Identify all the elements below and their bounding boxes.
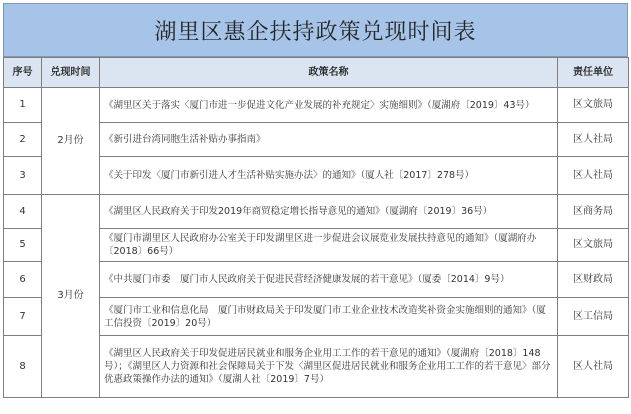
table-row — [4, 88, 629, 123]
cell-seq: 1 — [4, 88, 42, 123]
cell-seq: 2 — [4, 123, 42, 157]
policy-table — [3, 57, 629, 398]
cell-unit: 区人社局 — [558, 336, 629, 398]
cell-policy: 《中共厦门市委 厦门市人民政府关于促进民营经济健康发展的若干意见》（厦委〔2014〕9号） — [100, 262, 558, 298]
cell-seq: 4 — [4, 195, 42, 229]
cell-seq: 5 — [4, 229, 42, 262]
cell-unit: 区商务局 — [558, 195, 629, 229]
cell-policy: 《厦门市湖里区人民政府办公室关于印发湖里区进一步促进会议展览业发展扶持意见的通知》（厦湖府办〔2018〕66号） — [100, 229, 558, 262]
cell-seq: 8 — [4, 336, 42, 398]
cell-policy: 《厦门市工业和信息化局 厦门市财政局关于印发厦门市工业企业技术改造奖补资金实施细则的通知》（厦工信投资〔2019〕20号） — [100, 298, 558, 336]
cell-policy: 《湖里区人民政府关于印发2019年商贸稳定增长指导意见的通知》（厦湖府〔2019〕36号） — [100, 195, 558, 229]
cell-seq: 6 — [4, 262, 42, 298]
cell-seq: 3 — [4, 157, 42, 195]
cell-seq: 7 — [4, 298, 42, 336]
cell-policy: 《湖里区关于落实〈厦门市进一步促进文化产业发展的补充规定〉实施细则》（厦湖府〔2019〕43号） — [100, 88, 558, 123]
cell-unit: 区文旅局 — [558, 88, 629, 123]
cell-policy: 《关于印发〈厦门市新引进人才生活补贴实施办法〉的通知》（厦人社〔2017〕278号） — [100, 157, 558, 195]
table-title: 湖里区惠企扶持政策兑现时间表 — [3, 3, 628, 57]
cell-policy: 《新引进台湾同胞生活补贴办事指南》 — [100, 123, 558, 157]
cell-unit: 区文旅局 — [558, 229, 629, 262]
cell-time-mar: 3月份 — [42, 195, 100, 398]
cell-policy: 《湖里区人民政府关于印发促进居民就业和服务企业用工工作的若干意见的通知》（厦湖府〔2018〕148号）；《湖里区人力资源和社会保障局关于下发〈湖里区促进居民就业和服务企业用工工作的若干意见〉部分优惠政策操作办法的通知》（厦湖人社〔2019〕7号） — [100, 336, 558, 398]
header-seq: 序号 — [4, 58, 42, 88]
cell-unit: 区人社局 — [558, 157, 629, 195]
cell-unit: 区人社局 — [558, 123, 629, 157]
cell-time-feb: 2月份 — [42, 88, 100, 195]
header-time: 兑现时间 — [42, 58, 100, 88]
cell-unit: 区工信局 — [558, 298, 629, 336]
header-policy: 政策名称 — [100, 58, 558, 88]
table-row — [4, 195, 629, 229]
cell-unit: 区财政局 — [558, 262, 629, 298]
header-row — [4, 58, 629, 88]
header-unit: 责任单位 — [558, 58, 629, 88]
